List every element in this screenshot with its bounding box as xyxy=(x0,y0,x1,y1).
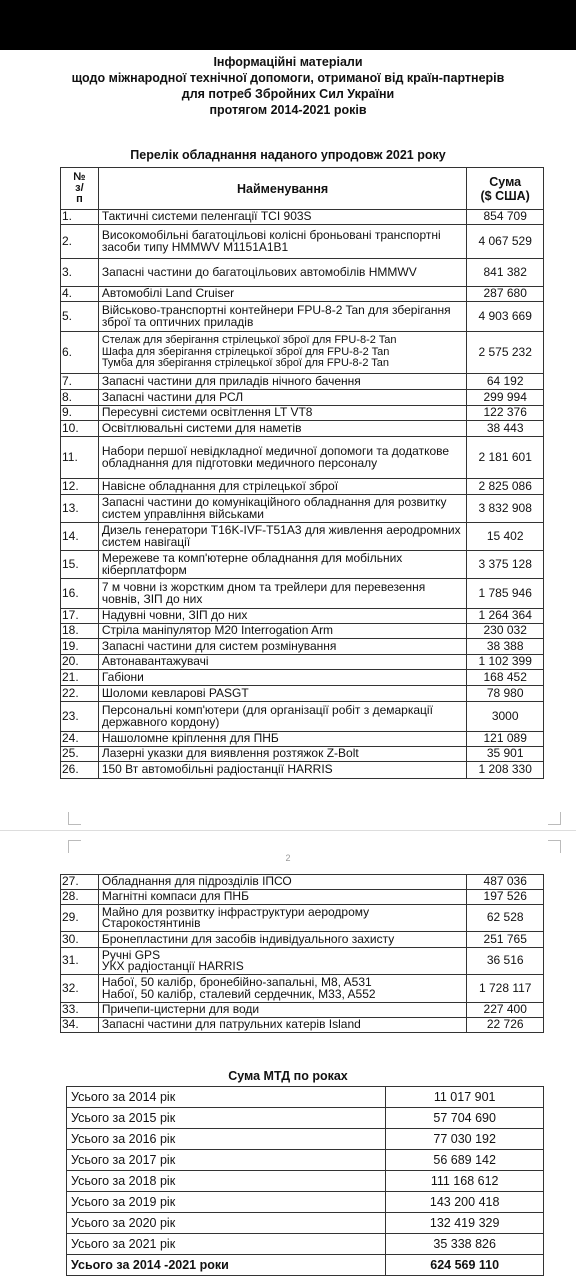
row-number: 18. xyxy=(61,624,99,639)
table-row xyxy=(61,390,544,406)
table-row xyxy=(61,732,544,747)
item-name: Запасні частини для РСЛ xyxy=(98,390,467,406)
item-name: Габіони xyxy=(98,670,467,686)
row-number: 22. xyxy=(61,686,99,702)
equipment-table-part-2 xyxy=(60,874,544,1033)
top-status-bar xyxy=(0,0,576,50)
summary-row xyxy=(67,1192,544,1213)
table-row xyxy=(61,762,544,779)
item-sum: 38 443 xyxy=(467,421,544,437)
table-row xyxy=(61,932,544,948)
item-sum: 1 785 946 xyxy=(467,579,544,609)
table-row xyxy=(61,287,544,302)
item-name: Військово-транспортні контейнери FPU-8-2 Tan для зберігання зброї та оптичних приладів xyxy=(98,302,467,332)
table-row xyxy=(61,259,544,287)
item-sum: 2 181 601 xyxy=(467,437,544,479)
item-name: Набої, 50 калібр, бронебійно-запальні, M8, A531 Набої, 50 калібр, сталевий сердечник, M33, A552 xyxy=(98,975,467,1003)
item-name: Автомобілі Land Cruiser xyxy=(98,287,467,302)
row-number: 8. xyxy=(61,390,99,406)
row-number: 6. xyxy=(61,332,99,374)
item-sum: 38 388 xyxy=(467,639,544,655)
row-number: 7. xyxy=(61,374,99,390)
column-header-number: № з/ п xyxy=(61,168,99,210)
summary-row xyxy=(67,1234,544,1255)
table-row xyxy=(61,579,544,609)
year-value: 77 030 192 xyxy=(386,1129,544,1150)
column-header-sum: Сума ($ США) xyxy=(467,168,544,210)
table-row xyxy=(61,332,544,374)
item-name: 150 Вт автомобільні радіостанції HARRIS xyxy=(98,762,467,779)
row-number: 5. xyxy=(61,302,99,332)
row-number: 13. xyxy=(61,495,99,523)
year-value: 57 704 690 xyxy=(386,1108,544,1129)
column-header-name: Найменування xyxy=(98,168,467,210)
summary-title: Сума МТД по роках xyxy=(228,1069,348,1083)
row-number: 28. xyxy=(61,890,99,905)
header-line-2: щодо міжнародної технічної допомоги, отриманої від країн-партнерів xyxy=(71,71,505,85)
row-number: 2. xyxy=(61,225,99,259)
row-number: 26. xyxy=(61,762,99,779)
item-sum: 227 400 xyxy=(467,1003,544,1018)
item-name: Дизель генератори T16K-IVF-T51A3 для живлення аеродромних систем навігації xyxy=(98,523,467,551)
item-name: Набори першої невідкладної медичної допомоги та додаткове обладнання для підготовки медичного персоналу xyxy=(98,437,467,479)
item-sum: 251 765 xyxy=(467,932,544,948)
row-number: 30. xyxy=(61,932,99,948)
row-number: 34. xyxy=(61,1018,99,1033)
table-row xyxy=(61,374,544,390)
table-row xyxy=(61,479,544,495)
row-number: 12. xyxy=(61,479,99,495)
summary-row xyxy=(67,1150,544,1171)
equipment-list-title: Перелік обладнання наданого упродовж 2021 року xyxy=(130,148,446,162)
year-label: Усього за 2016 рік xyxy=(67,1129,386,1150)
item-name: Ручні GPS УКХ радіостанції HARRIS xyxy=(98,948,467,975)
item-name: Магнітні компаси для ПНБ xyxy=(98,890,467,905)
year-value: 11 017 901 xyxy=(386,1087,544,1108)
item-name: Персональні комп'ютери (для організації робіт з демаркації державного кордону) xyxy=(98,702,467,732)
year-value: 35 338 826 xyxy=(386,1234,544,1255)
year-label: Усього за 2015 рік xyxy=(67,1108,386,1129)
item-sum: 1 264 364 xyxy=(467,609,544,624)
row-number: 29. xyxy=(61,905,99,932)
year-label: Усього за 2020 рік xyxy=(67,1213,386,1234)
item-sum: 1 208 330 xyxy=(467,762,544,779)
item-name: Причепи-цистерни для води xyxy=(98,1003,467,1018)
page-corner-mark xyxy=(548,812,561,825)
item-sum: 230 032 xyxy=(467,624,544,639)
summary-row xyxy=(67,1171,544,1192)
summary-total-row xyxy=(67,1255,544,1276)
equipment-table-part-1 xyxy=(60,167,544,779)
item-sum: 1 102 399 xyxy=(467,655,544,670)
table-row xyxy=(61,523,544,551)
row-number: 17. xyxy=(61,609,99,624)
row-number: 3. xyxy=(61,259,99,287)
row-number: 27. xyxy=(61,875,99,890)
row-number: 14. xyxy=(61,523,99,551)
table-row xyxy=(61,639,544,655)
summary-by-year-table xyxy=(66,1086,544,1276)
row-number: 23. xyxy=(61,702,99,732)
table-row xyxy=(61,225,544,259)
item-name: Запасні частини до багатоцільових автомобілів HMMWV xyxy=(98,259,467,287)
item-sum: 36 516 xyxy=(467,948,544,975)
table-row xyxy=(61,948,544,975)
total-label: Усього за 2014 -2021 роки xyxy=(67,1255,386,1276)
item-sum: 854 709 xyxy=(467,210,544,225)
table-row xyxy=(61,210,544,225)
table-row xyxy=(61,624,544,639)
table-row xyxy=(61,437,544,479)
page-number: 2 xyxy=(285,853,291,863)
table-row xyxy=(61,495,544,523)
item-name: Обладнання для підрозділів ІПСО xyxy=(98,875,467,890)
item-sum: 64 192 xyxy=(467,374,544,390)
item-sum: 78 980 xyxy=(467,686,544,702)
item-sum: 3000 xyxy=(467,702,544,732)
item-name: Лазерні указки для виявлення розтяжок Z-Bolt xyxy=(98,747,467,762)
item-name: Бронепластини для засобів індивідуального захисту xyxy=(98,932,467,948)
table-row xyxy=(61,747,544,762)
summary-row xyxy=(67,1108,544,1129)
page-divider xyxy=(0,830,576,831)
item-name: Надувні човни, ЗІП до них xyxy=(98,609,467,624)
page-corner-mark xyxy=(68,840,81,853)
item-sum: 299 994 xyxy=(467,390,544,406)
item-sum: 3 375 128 xyxy=(467,551,544,579)
summary-row xyxy=(67,1087,544,1108)
table-row xyxy=(61,1018,544,1033)
table-row xyxy=(61,421,544,437)
item-sum: 1 728 117 xyxy=(467,975,544,1003)
item-name: Запасні частини для приладів нічного бачення xyxy=(98,374,467,390)
summary-row xyxy=(67,1129,544,1150)
year-label: Усього за 2018 рік xyxy=(67,1171,386,1192)
row-number: 15. xyxy=(61,551,99,579)
row-number: 20. xyxy=(61,655,99,670)
item-sum: 2 825 086 xyxy=(467,479,544,495)
item-name: Запасні частини для систем розмінування xyxy=(98,639,467,655)
table-row xyxy=(61,1003,544,1018)
table-row xyxy=(61,670,544,686)
item-sum: 62 528 xyxy=(467,905,544,932)
row-number: 16. xyxy=(61,579,99,609)
year-value: 143 200 418 xyxy=(386,1192,544,1213)
year-label: Усього за 2014 рік xyxy=(67,1087,386,1108)
item-sum: 121 089 xyxy=(467,732,544,747)
row-number: 33. xyxy=(61,1003,99,1018)
table-row xyxy=(61,975,544,1003)
item-name: Тактичні системи пеленгації TCI 903S xyxy=(98,210,467,225)
item-name: Високомобільні багатоцільові колісні броньовані транспортні засоби типу HMMWV M1151A1B1 xyxy=(98,225,467,259)
row-number: 11. xyxy=(61,437,99,479)
item-name: Нашоломне кріплення для ПНБ xyxy=(98,732,467,747)
item-sum: 4 903 669 xyxy=(467,302,544,332)
header-line-4: протягом 2014-2021 років xyxy=(209,103,367,117)
item-name: Запасні частини до комунікаційного обладнання для розвитку систем управління військами xyxy=(98,495,467,523)
item-sum: 841 382 xyxy=(467,259,544,287)
page-corner-mark xyxy=(548,840,561,853)
table-row xyxy=(61,406,544,421)
item-name: Мережеве та комп'ютерне обладнання для мобільних кіберплатформ xyxy=(98,551,467,579)
item-name: Автонавантажувачі xyxy=(98,655,467,670)
item-sum: 22 726 xyxy=(467,1018,544,1033)
header-line-3: для потреб Збройних Сил України xyxy=(181,87,395,101)
item-name: Шоломи кевларові PASGT xyxy=(98,686,467,702)
year-value: 56 689 142 xyxy=(386,1150,544,1171)
table-row xyxy=(61,609,544,624)
item-name: Стелаж для зберігання стрілецької зброї для FPU-8-2 Tan Шафа для зберігання стрілецької зброї для FPU-8-2 Tan Тумба для зберігання стрілецької зброї для FPU-8-2 Tan xyxy=(98,332,467,374)
summary-row xyxy=(67,1213,544,1234)
item-sum: 3 832 908 xyxy=(467,495,544,523)
item-name: 7 м човни із жорстким дном та трейлери для перевезення човнів, ЗІП до них xyxy=(98,579,467,609)
year-value: 132 419 329 xyxy=(386,1213,544,1234)
row-number: 31. xyxy=(61,948,99,975)
item-sum: 122 376 xyxy=(467,406,544,421)
year-label: Усього за 2019 рік xyxy=(67,1192,386,1213)
year-label: Усього за 2017 рік xyxy=(67,1150,386,1171)
total-value: 624 569 110 xyxy=(386,1255,544,1276)
item-sum: 4 067 529 xyxy=(467,225,544,259)
item-sum: 487 036 xyxy=(467,875,544,890)
item-sum: 168 452 xyxy=(467,670,544,686)
item-sum: 15 402 xyxy=(467,523,544,551)
year-label: Усього за 2021 рік xyxy=(67,1234,386,1255)
row-number: 25. xyxy=(61,747,99,762)
item-name: Стріла маніпулятор M20 Interrogation Arm xyxy=(98,624,467,639)
row-number: 19. xyxy=(61,639,99,655)
table-row xyxy=(61,686,544,702)
row-number: 24. xyxy=(61,732,99,747)
item-sum: 35 901 xyxy=(467,747,544,762)
table-row xyxy=(61,702,544,732)
item-sum: 197 526 xyxy=(467,890,544,905)
item-sum: 2 575 232 xyxy=(467,332,544,374)
row-number: 4. xyxy=(61,287,99,302)
row-number: 9. xyxy=(61,406,99,421)
page-corner-mark xyxy=(68,812,81,825)
table-row xyxy=(61,875,544,890)
table-row xyxy=(61,905,544,932)
item-name: Пересувні системи освітлення LT VT8 xyxy=(98,406,467,421)
table-row xyxy=(61,655,544,670)
year-value: 111 168 612 xyxy=(386,1171,544,1192)
header-line-1: Інформаційні матеріали xyxy=(213,55,363,69)
table-row xyxy=(61,890,544,905)
item-sum: 287 680 xyxy=(467,287,544,302)
item-name: Освітлювальні системи для наметів xyxy=(98,421,467,437)
item-name: Майно для розвитку інфраструктури аеродрому Старокостянтинів xyxy=(98,905,467,932)
row-number: 32. xyxy=(61,975,99,1003)
item-name: Запасні частини для патрульних катерів Island xyxy=(98,1018,467,1033)
row-number: 10. xyxy=(61,421,99,437)
table-row xyxy=(61,551,544,579)
item-name: Навісне обладнання для стрілецької зброї xyxy=(98,479,467,495)
table-row xyxy=(61,302,544,332)
document-header xyxy=(0,54,576,118)
row-number: 21. xyxy=(61,670,99,686)
row-number: 1. xyxy=(61,210,99,225)
